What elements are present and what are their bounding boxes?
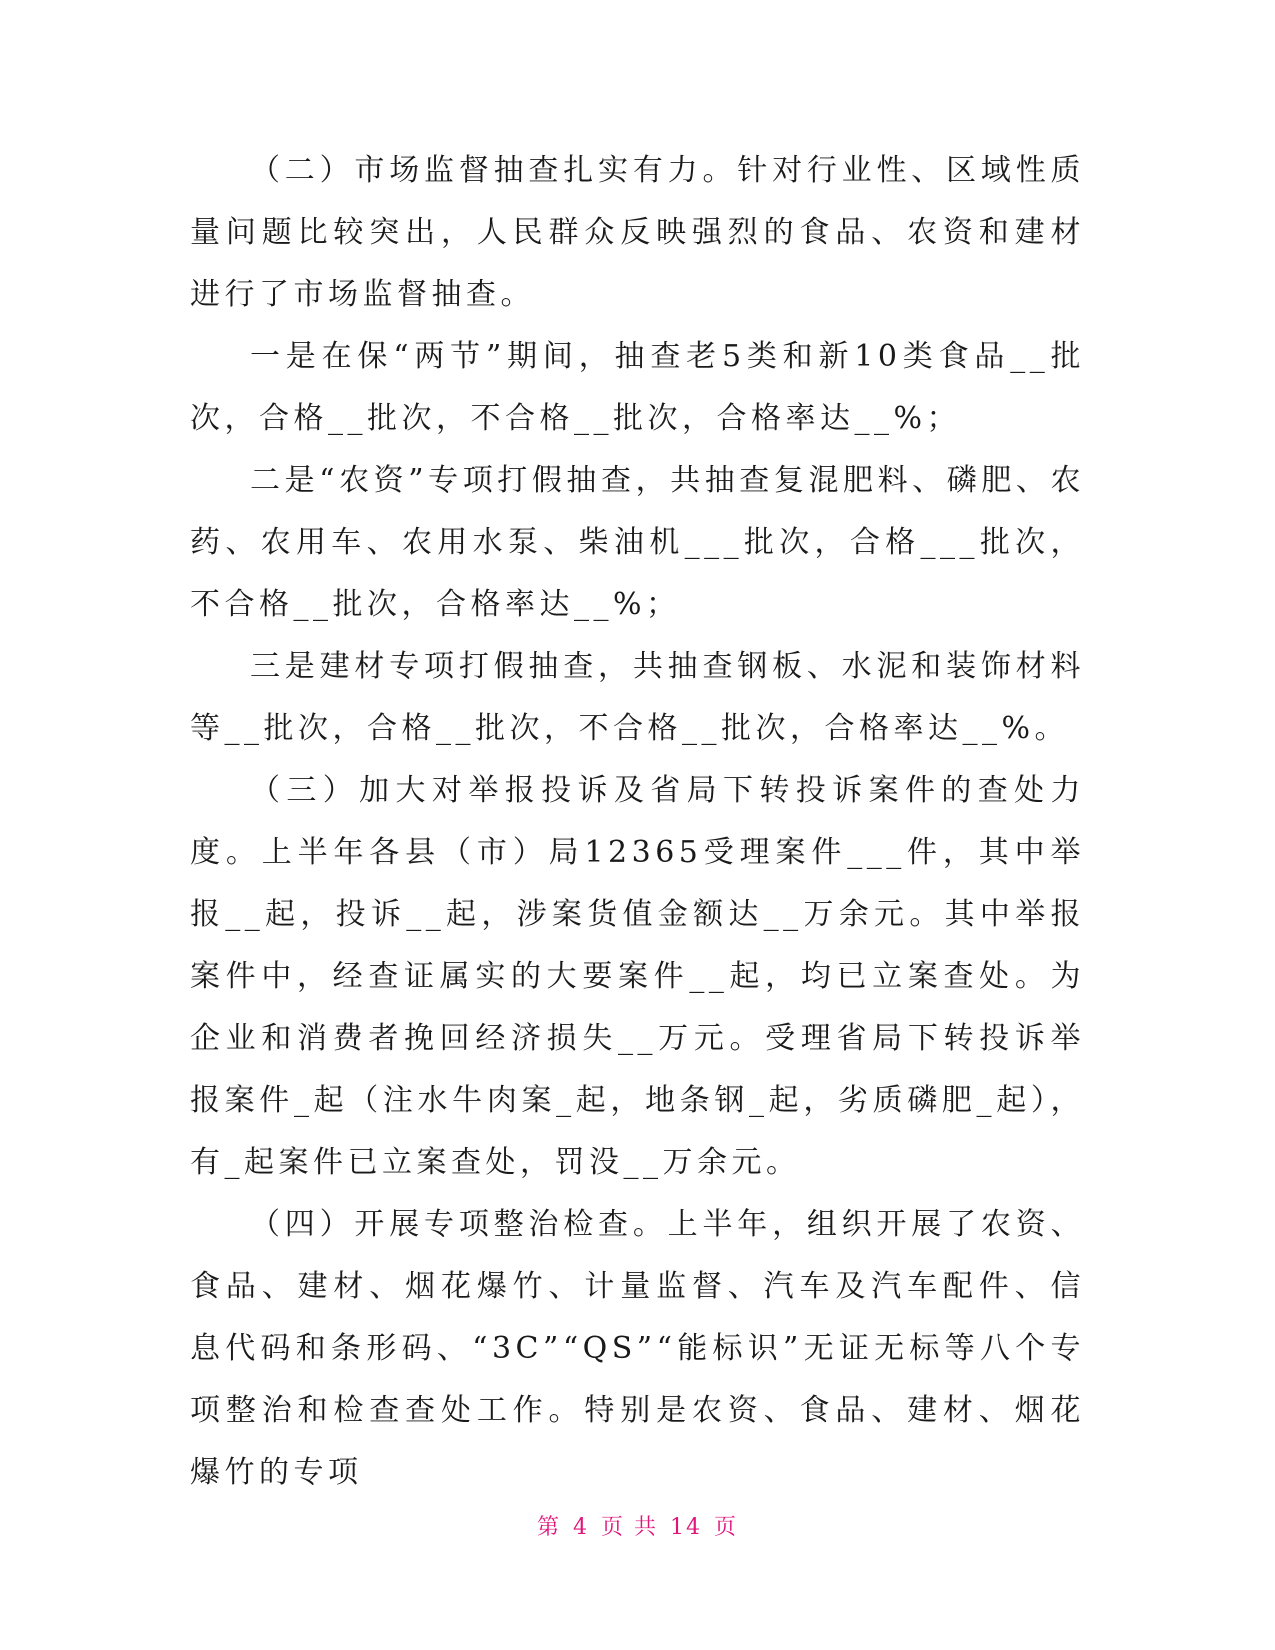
paragraph-item-one: 一是在保“两节”期间，抽查老5类和新10类食品__批次，合格__批次，不合格__批次，合格率达__%； xyxy=(190,339,1085,436)
footer-prefix: 第 xyxy=(536,1515,561,1540)
footer-total-pages: 14 xyxy=(670,1515,702,1540)
paragraph-section-three: （三）加大对举报投诉及省局下转投诉案件的查处力度。上半年各县（市）局12365受理案件___件，其中举报__起，投诉__起，涉案货值金额达__万余元。其中举报案件中，经查证属实的大要案件__起，均已立案查处。为企业和消费者挽回经济损失__万元。受理省局下转投诉举报案件_起（注水牛肉案_起，地条钢_起，劣质磷肥_起），有_起案件已立案查处，罚没__万余元。 xyxy=(190,773,1085,1180)
paragraph-item-two: 二是“农资”专项打假抽查，共抽查复混肥料、磷肥、农药、农用车、农用水泵、柴油机___批次，合格___批次，不合格__批次，合格率达__%； xyxy=(190,463,1085,622)
document-body xyxy=(190,140,1085,1504)
footer-suffix: 页 xyxy=(714,1515,739,1540)
paragraph-item-three: 三是建材专项打假抽查，共抽查钢板、水泥和装饰材料等__批次，合格__批次，不合格__批次，合格率达__%。 xyxy=(190,649,1085,746)
footer-page-number: 4 xyxy=(573,1515,589,1540)
paragraph-section-four: （四）开展专项整治检查。上半年，组织开展了农资、食品、建材、烟花爆竹、计量监督、汽车及汽车配件、信息代码和条形码、“3C”“QS”“能标识”无证无标等八个专项整治和检查查处工作。特别是农资、食品、建材、烟花爆竹的专项 xyxy=(190,1207,1085,1490)
page-footer xyxy=(0,1510,1275,1541)
paragraph-section-two: （二）市场监督抽查扎实有力。针对行业性、区域性质量问题比较突出，人民群众反映强烈的食品、农资和建材进行了市场监督抽查。 xyxy=(190,153,1085,312)
footer-mid: 页 共 xyxy=(601,1515,658,1540)
